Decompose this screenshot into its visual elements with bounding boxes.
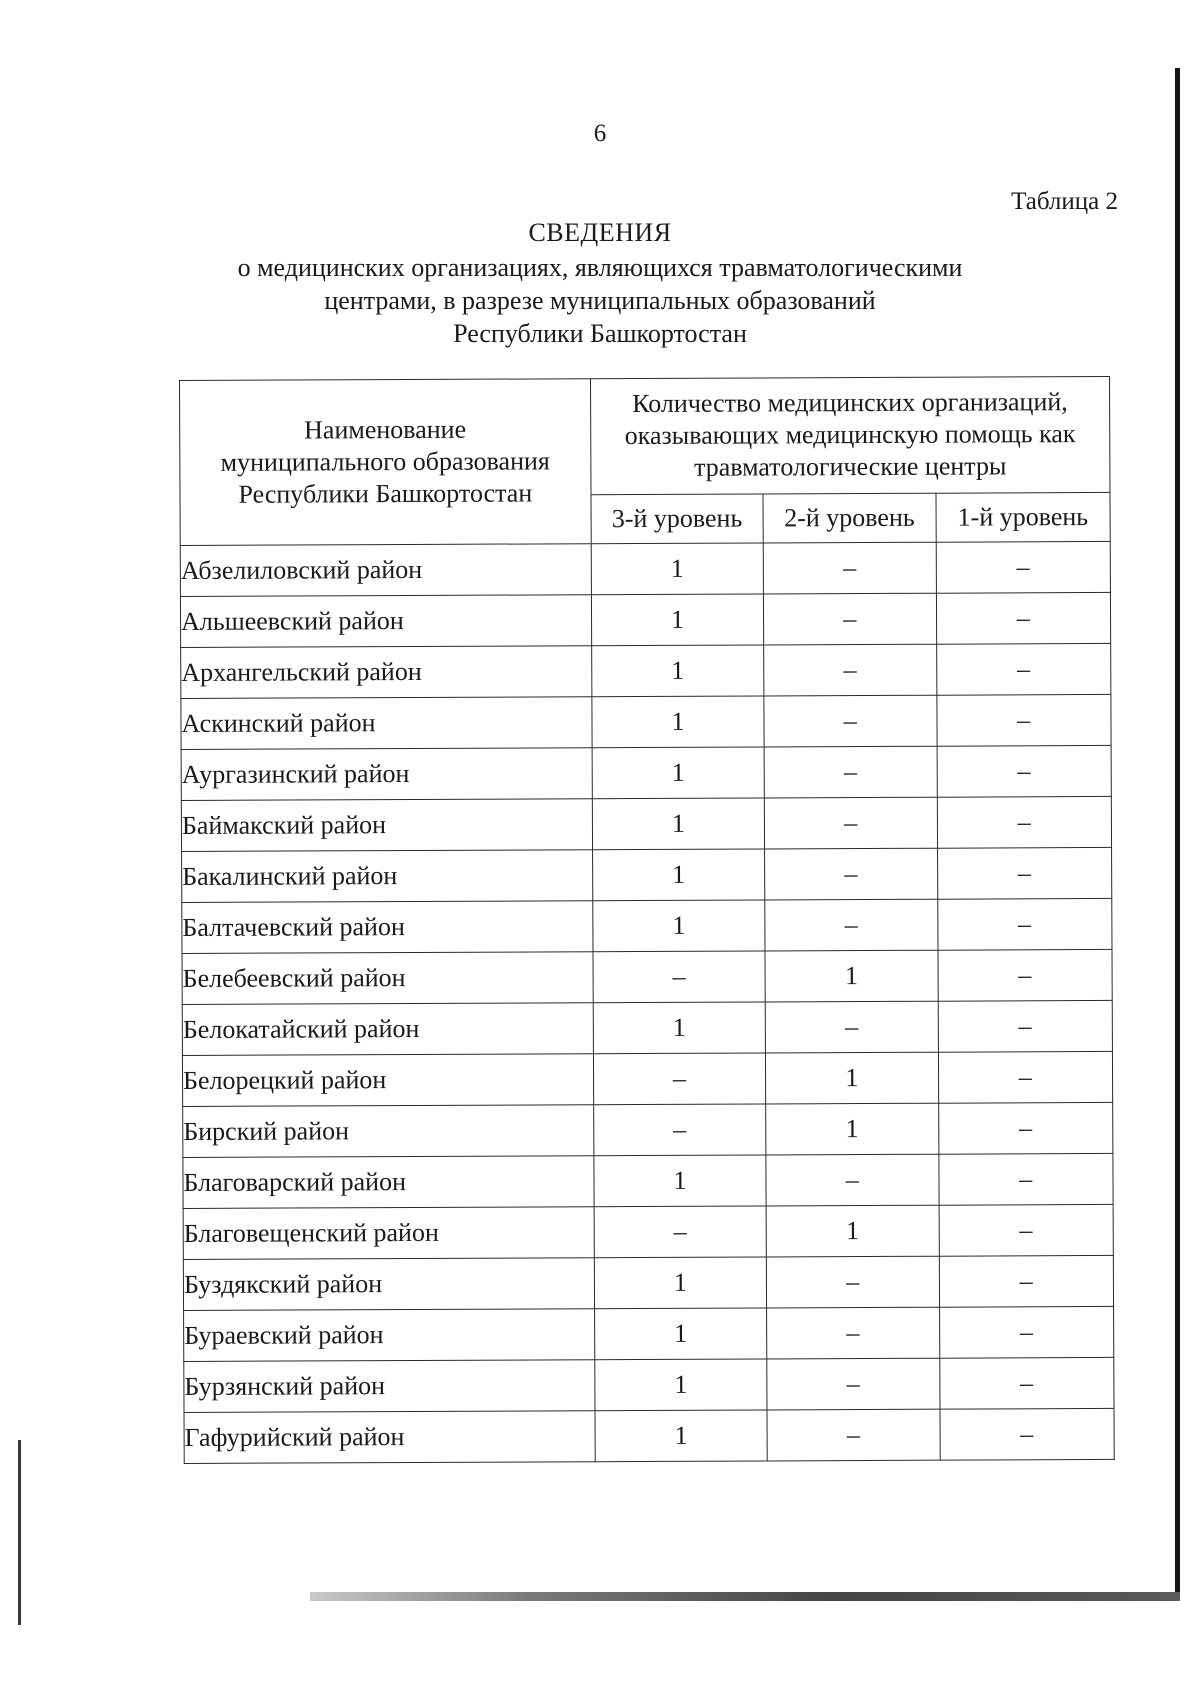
header-level-3: 3-й уровень	[591, 494, 764, 544]
table-row	[180, 541, 1110, 596]
level-2-cell: –	[764, 695, 937, 747]
table-row	[183, 1255, 1113, 1310]
level-2-cell: –	[766, 1154, 939, 1206]
table-row	[182, 1000, 1112, 1055]
table-row	[183, 1153, 1113, 1208]
table-row	[181, 796, 1111, 851]
header-name-line: муниципального образования	[220, 446, 550, 477]
municipality-cell: Благоварский район	[183, 1156, 594, 1209]
municipality-cell: Аскинский район	[181, 697, 592, 750]
header-group-line: травматологические центры	[694, 451, 1007, 483]
table-row	[184, 1306, 1114, 1361]
level-2-cell: –	[764, 797, 937, 849]
level-1-cell: –	[936, 592, 1111, 644]
table-row	[182, 847, 1112, 902]
scan-edge-right	[1175, 68, 1180, 1596]
municipality-cell: Белорецкий район	[182, 1054, 593, 1107]
level-3-cell: 1	[591, 543, 764, 595]
municipality-cell: Бакалинский район	[182, 850, 593, 903]
level-3-cell: 1	[594, 1257, 767, 1309]
subtitle-line: о медицинских организациях, являющихся травматологическими	[237, 253, 963, 282]
scan-edge-left	[18, 1440, 21, 1625]
level-1-cell: –	[936, 694, 1111, 746]
level-3-cell: 1	[592, 798, 765, 850]
table-row	[183, 1204, 1113, 1259]
level-1-cell: –	[937, 796, 1112, 848]
level-3-cell: –	[593, 1053, 766, 1105]
level-2-cell: –	[764, 746, 937, 798]
level-1-cell: –	[938, 1000, 1113, 1052]
municipality-cell: Благовещенский район	[183, 1207, 594, 1260]
level-1-cell: –	[940, 1408, 1115, 1460]
header-group-line: оказывающих медицинскую помощь как	[624, 419, 1076, 451]
municipality-cell: Аургазинский район	[181, 748, 592, 801]
header-municipality	[180, 379, 591, 546]
level-1-cell: –	[938, 1153, 1113, 1205]
level-3-cell: 1	[591, 594, 764, 646]
level-3-cell: –	[593, 951, 766, 1003]
table-header	[180, 376, 1111, 545]
table-row	[181, 745, 1111, 800]
level-1-cell: –	[939, 1357, 1114, 1409]
header-row	[180, 376, 1110, 496]
level-3-cell: 1	[594, 1155, 767, 1207]
municipality-cell: Белебеевский район	[182, 952, 593, 1005]
level-3-cell: 1	[592, 747, 765, 799]
level-2-cell: 1	[765, 950, 938, 1002]
header-name-line: Наименование	[304, 414, 467, 445]
document-subtitle	[150, 251, 1050, 350]
level-1-cell: –	[937, 898, 1112, 950]
level-1-cell: –	[939, 1306, 1114, 1358]
table-body	[180, 541, 1114, 1463]
level-1-cell: –	[938, 1051, 1113, 1103]
level-2-cell: –	[767, 1409, 940, 1461]
header-org-count	[590, 376, 1110, 494]
table-row	[180, 592, 1110, 647]
level-3-cell: –	[593, 1104, 766, 1156]
scan-edge-bottom	[310, 1592, 1180, 1601]
level-2-cell: 1	[766, 1052, 939, 1104]
level-1-cell: –	[936, 541, 1111, 593]
table-row	[184, 1408, 1114, 1463]
municipality-cell: Балтачевский район	[182, 901, 593, 954]
municipality-cell: Гафурийский район	[184, 1411, 595, 1464]
level-3-cell: 1	[593, 1002, 766, 1054]
subtitle-line: Республики Башкортостан	[453, 319, 747, 348]
table-row	[181, 694, 1111, 749]
level-3-cell: 1	[593, 900, 766, 952]
municipality-cell: Архангельский район	[181, 646, 592, 699]
level-3-cell: 1	[595, 1359, 768, 1411]
municipality-cell: Абзелиловский район	[180, 544, 591, 597]
table-row	[182, 949, 1112, 1004]
level-3-cell: 1	[594, 1308, 767, 1360]
level-1-cell: –	[938, 1102, 1113, 1154]
level-2-cell: –	[767, 1358, 940, 1410]
level-2-cell: –	[764, 644, 937, 696]
header-level-2: 2-й уровень	[763, 493, 936, 543]
level-1-cell: –	[936, 643, 1111, 695]
level-3-cell: –	[594, 1206, 767, 1258]
header-group-line: Количество медицинских организаций,	[632, 387, 1068, 419]
level-3-cell: 1	[592, 696, 765, 748]
level-2-cell: –	[766, 1256, 939, 1308]
municipality-cell: Бурзянский район	[184, 1360, 595, 1413]
level-3-cell: 1	[591, 645, 764, 697]
level-1-cell: –	[937, 745, 1112, 797]
level-2-cell: –	[765, 848, 938, 900]
level-1-cell: –	[937, 847, 1112, 899]
table-row	[183, 1102, 1113, 1157]
municipality-cell: Баймакский район	[181, 799, 592, 852]
header-level-1: 1-й уровень	[936, 492, 1111, 542]
table-row	[181, 643, 1111, 698]
level-3-cell: 1	[595, 1410, 768, 1462]
header-name-line: Республики Башкортостан	[238, 478, 533, 509]
level-2-cell: –	[765, 1001, 938, 1053]
table-label: Таблица 2	[1011, 188, 1118, 215]
level-2-cell: –	[765, 899, 938, 951]
municipality-cell: Альшеевский район	[180, 595, 591, 648]
document-title: СВЕДЕНИЯ	[528, 218, 672, 247]
level-3-cell: 1	[592, 849, 765, 901]
subtitle-line: центрами, в разрезе муниципальных образований	[324, 286, 876, 315]
level-2-cell: –	[763, 542, 936, 594]
municipality-cell: Бураевский район	[184, 1309, 595, 1362]
table-row	[184, 1357, 1114, 1412]
level-2-cell: 1	[766, 1205, 939, 1257]
table-row	[182, 898, 1112, 953]
level-1-cell: –	[938, 949, 1113, 1001]
page-number: 6	[593, 120, 607, 147]
table-row	[182, 1051, 1112, 1106]
level-1-cell: –	[939, 1255, 1114, 1307]
municipality-cell: Буздякский район	[183, 1258, 594, 1311]
trauma-centers-table	[179, 376, 1115, 1464]
level-2-cell: –	[764, 593, 937, 645]
level-2-cell: 1	[766, 1103, 939, 1155]
level-1-cell: –	[939, 1204, 1114, 1256]
municipality-cell: Белокатайский район	[182, 1003, 593, 1056]
level-2-cell: –	[767, 1307, 940, 1359]
municipality-cell: Бирский район	[183, 1105, 594, 1158]
